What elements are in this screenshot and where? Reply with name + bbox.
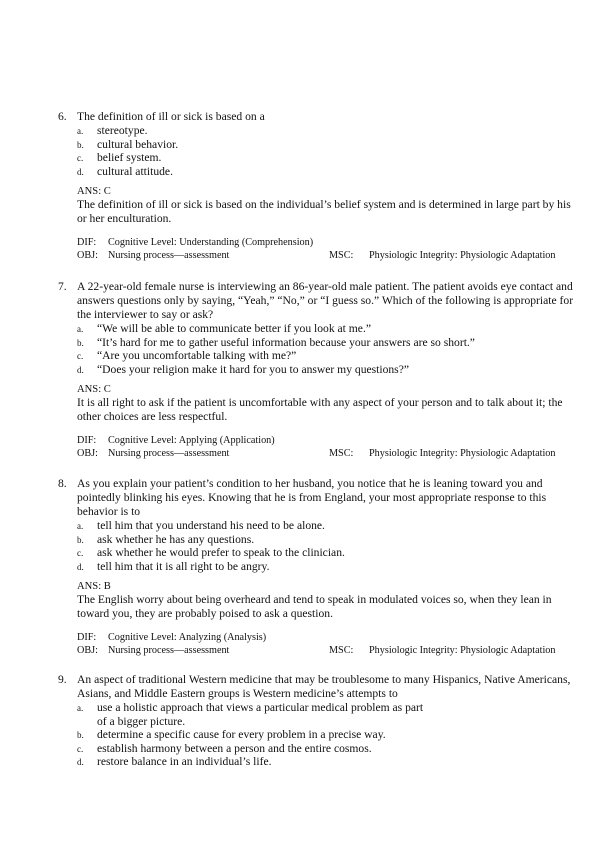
choice-text: tell him that it is all right to be angry. — [97, 559, 270, 573]
choice-text: “Are you uncomfortable talking with me?” — [97, 349, 297, 363]
choice-a — [58, 701, 578, 728]
choice-letter: b. — [77, 534, 84, 545]
question-text: An aspect of traditional Western medicine that may be troublesome to many Hispanics, Native Americans, Asians, and Middle Eastern groups is Western medicine’s attempts to — [77, 673, 571, 700]
choice-letter: a. — [77, 126, 84, 136]
rationale: It is all right to ask if the patient is uncomfortable with any aspect of your person and to talk about it; the other choices are less respectful. — [77, 396, 563, 424]
dif-label: DIF: — [77, 435, 97, 447]
choice-d — [58, 560, 578, 574]
choice-a — [58, 322, 578, 336]
choice-text: “It’s hard for me to gather useful information because your answers are so short.” — [97, 335, 475, 349]
choice-text: ask whether he has any questions. — [97, 532, 255, 546]
choice-text: ask whether he would prefer to speak to the clinician. — [97, 546, 345, 560]
choice-b — [58, 336, 578, 350]
question-stem — [58, 280, 578, 322]
question-text: As you explain your patient’s condition to her husband, you notice that he is leaning toward you and pointedly blinking his eyes. Knowing that he is from England, your most appropriate response to this behavior is to — [77, 477, 547, 518]
question-9 — [58, 673, 578, 769]
obj-value: Nursing process—assessment — [108, 644, 230, 656]
question-stem — [58, 673, 578, 701]
choice-letter: d. — [77, 561, 84, 572]
choice-text: determine a specific cause for every problem in a precise way. — [97, 728, 386, 742]
question-6 — [58, 110, 578, 262]
question-number: 6. — [58, 110, 67, 123]
answer-key: ANS: B — [77, 581, 111, 593]
msc-label: MSC: — [329, 644, 354, 656]
choice-letter: a. — [77, 703, 84, 713]
choice-text: use a holistic approach that views a particular medical problem as part of a bigger picture. — [97, 701, 424, 728]
question-text: A 22-year-old female nurse is interviewing an 86-year-old male patient. The patient avoids eye contact and answers questions only by saying, “Yeah,” “No,” or “I guess so.” Which of the following is appropriate for the interviewer to say or ask? — [77, 280, 574, 321]
answer-choices — [58, 519, 578, 573]
choice-b — [58, 533, 578, 547]
choice-letter: c. — [77, 548, 84, 559]
choice-text: “We will be able to communicate better if you look at me.” — [97, 322, 371, 335]
choice-c — [58, 349, 578, 363]
question-metadata — [77, 632, 578, 657]
choice-d — [58, 363, 578, 377]
choice-text: “Does your religion make it hard for you to answer my questions?” — [97, 362, 409, 376]
question-7 — [58, 280, 578, 460]
rationale: The English worry about being overheard and tend to speak in modulated voices so, when they lean in toward you, they are probably poised to ask a question. — [77, 593, 552, 621]
choice-letter: c. — [77, 743, 84, 754]
msc-label: MSC: — [329, 249, 354, 261]
choice-letter: d. — [77, 364, 84, 375]
msc-value: Physiologic Integrity: Physiologic Adaptation — [369, 644, 556, 656]
dif-label: DIF: — [77, 632, 97, 644]
dif-value: Cognitive Level: Analyzing (Analysis) — [108, 632, 267, 644]
choice-d — [58, 165, 578, 179]
choice-c — [58, 742, 578, 756]
choice-d — [58, 755, 578, 769]
choice-text: cultural attitude. — [97, 164, 173, 178]
choice-text: cultural behavior. — [97, 137, 179, 151]
msc-value: Physiologic Integrity: Physiologic Adaptation — [369, 447, 556, 459]
question-metadata — [77, 435, 578, 460]
obj-value: Nursing process—assessment — [108, 447, 230, 459]
obj-label: OBJ: — [77, 249, 98, 261]
obj-label: OBJ: — [77, 447, 98, 459]
choice-letter: a. — [77, 324, 84, 334]
choice-letter: c. — [77, 351, 84, 362]
choice-text: belief system. — [97, 151, 162, 165]
msc-value: Physiologic Integrity: Physiologic Adaptation — [369, 249, 556, 261]
dif-value: Cognitive Level: Applying (Application) — [108, 435, 275, 447]
choice-b — [58, 728, 578, 742]
answer-choices — [58, 701, 578, 769]
choice-c — [58, 546, 578, 560]
choice-letter: b. — [77, 139, 84, 150]
choice-text: restore balance in an individual’s life. — [97, 755, 272, 769]
question-stem — [58, 477, 578, 519]
obj-label: OBJ: — [77, 644, 98, 656]
choice-a — [58, 124, 578, 138]
msc-label: MSC: — [329, 447, 354, 459]
choice-letter: d. — [77, 166, 84, 177]
dif-label: DIF: — [77, 237, 97, 249]
choice-a — [58, 519, 578, 533]
question-number: 7. — [58, 280, 67, 293]
answer-choices — [58, 124, 578, 178]
choice-b — [58, 138, 578, 152]
question-stem — [58, 110, 578, 124]
choice-letter: b. — [77, 337, 84, 348]
choice-letter: d. — [77, 757, 84, 768]
question-number: 8. — [58, 477, 67, 490]
answer-key: ANS: C — [77, 384, 111, 396]
choice-letter: c. — [77, 153, 84, 164]
question-metadata — [77, 237, 578, 262]
choice-letter: b. — [77, 730, 84, 741]
answer-choices — [58, 322, 578, 376]
choice-c — [58, 151, 578, 165]
choice-text: establish harmony between a person and the entire cosmos. — [97, 741, 372, 755]
rationale: The definition of ill or sick is based on the individual’s belief system and is determined in large part by his or her enculturation. — [77, 198, 571, 226]
answer-key: ANS: C — [77, 186, 111, 198]
question-8 — [58, 477, 578, 657]
choice-letter: a. — [77, 521, 84, 531]
obj-value: Nursing process—assessment — [108, 249, 230, 261]
choice-text: tell him that you understand his need to be alone. — [97, 519, 325, 532]
question-text: The definition of ill or sick is based on a — [77, 110, 265, 123]
choice-text: stereotype. — [97, 124, 148, 137]
dif-value: Cognitive Level: Understanding (Comprehension) — [108, 237, 314, 249]
question-number: 9. — [58, 673, 67, 686]
